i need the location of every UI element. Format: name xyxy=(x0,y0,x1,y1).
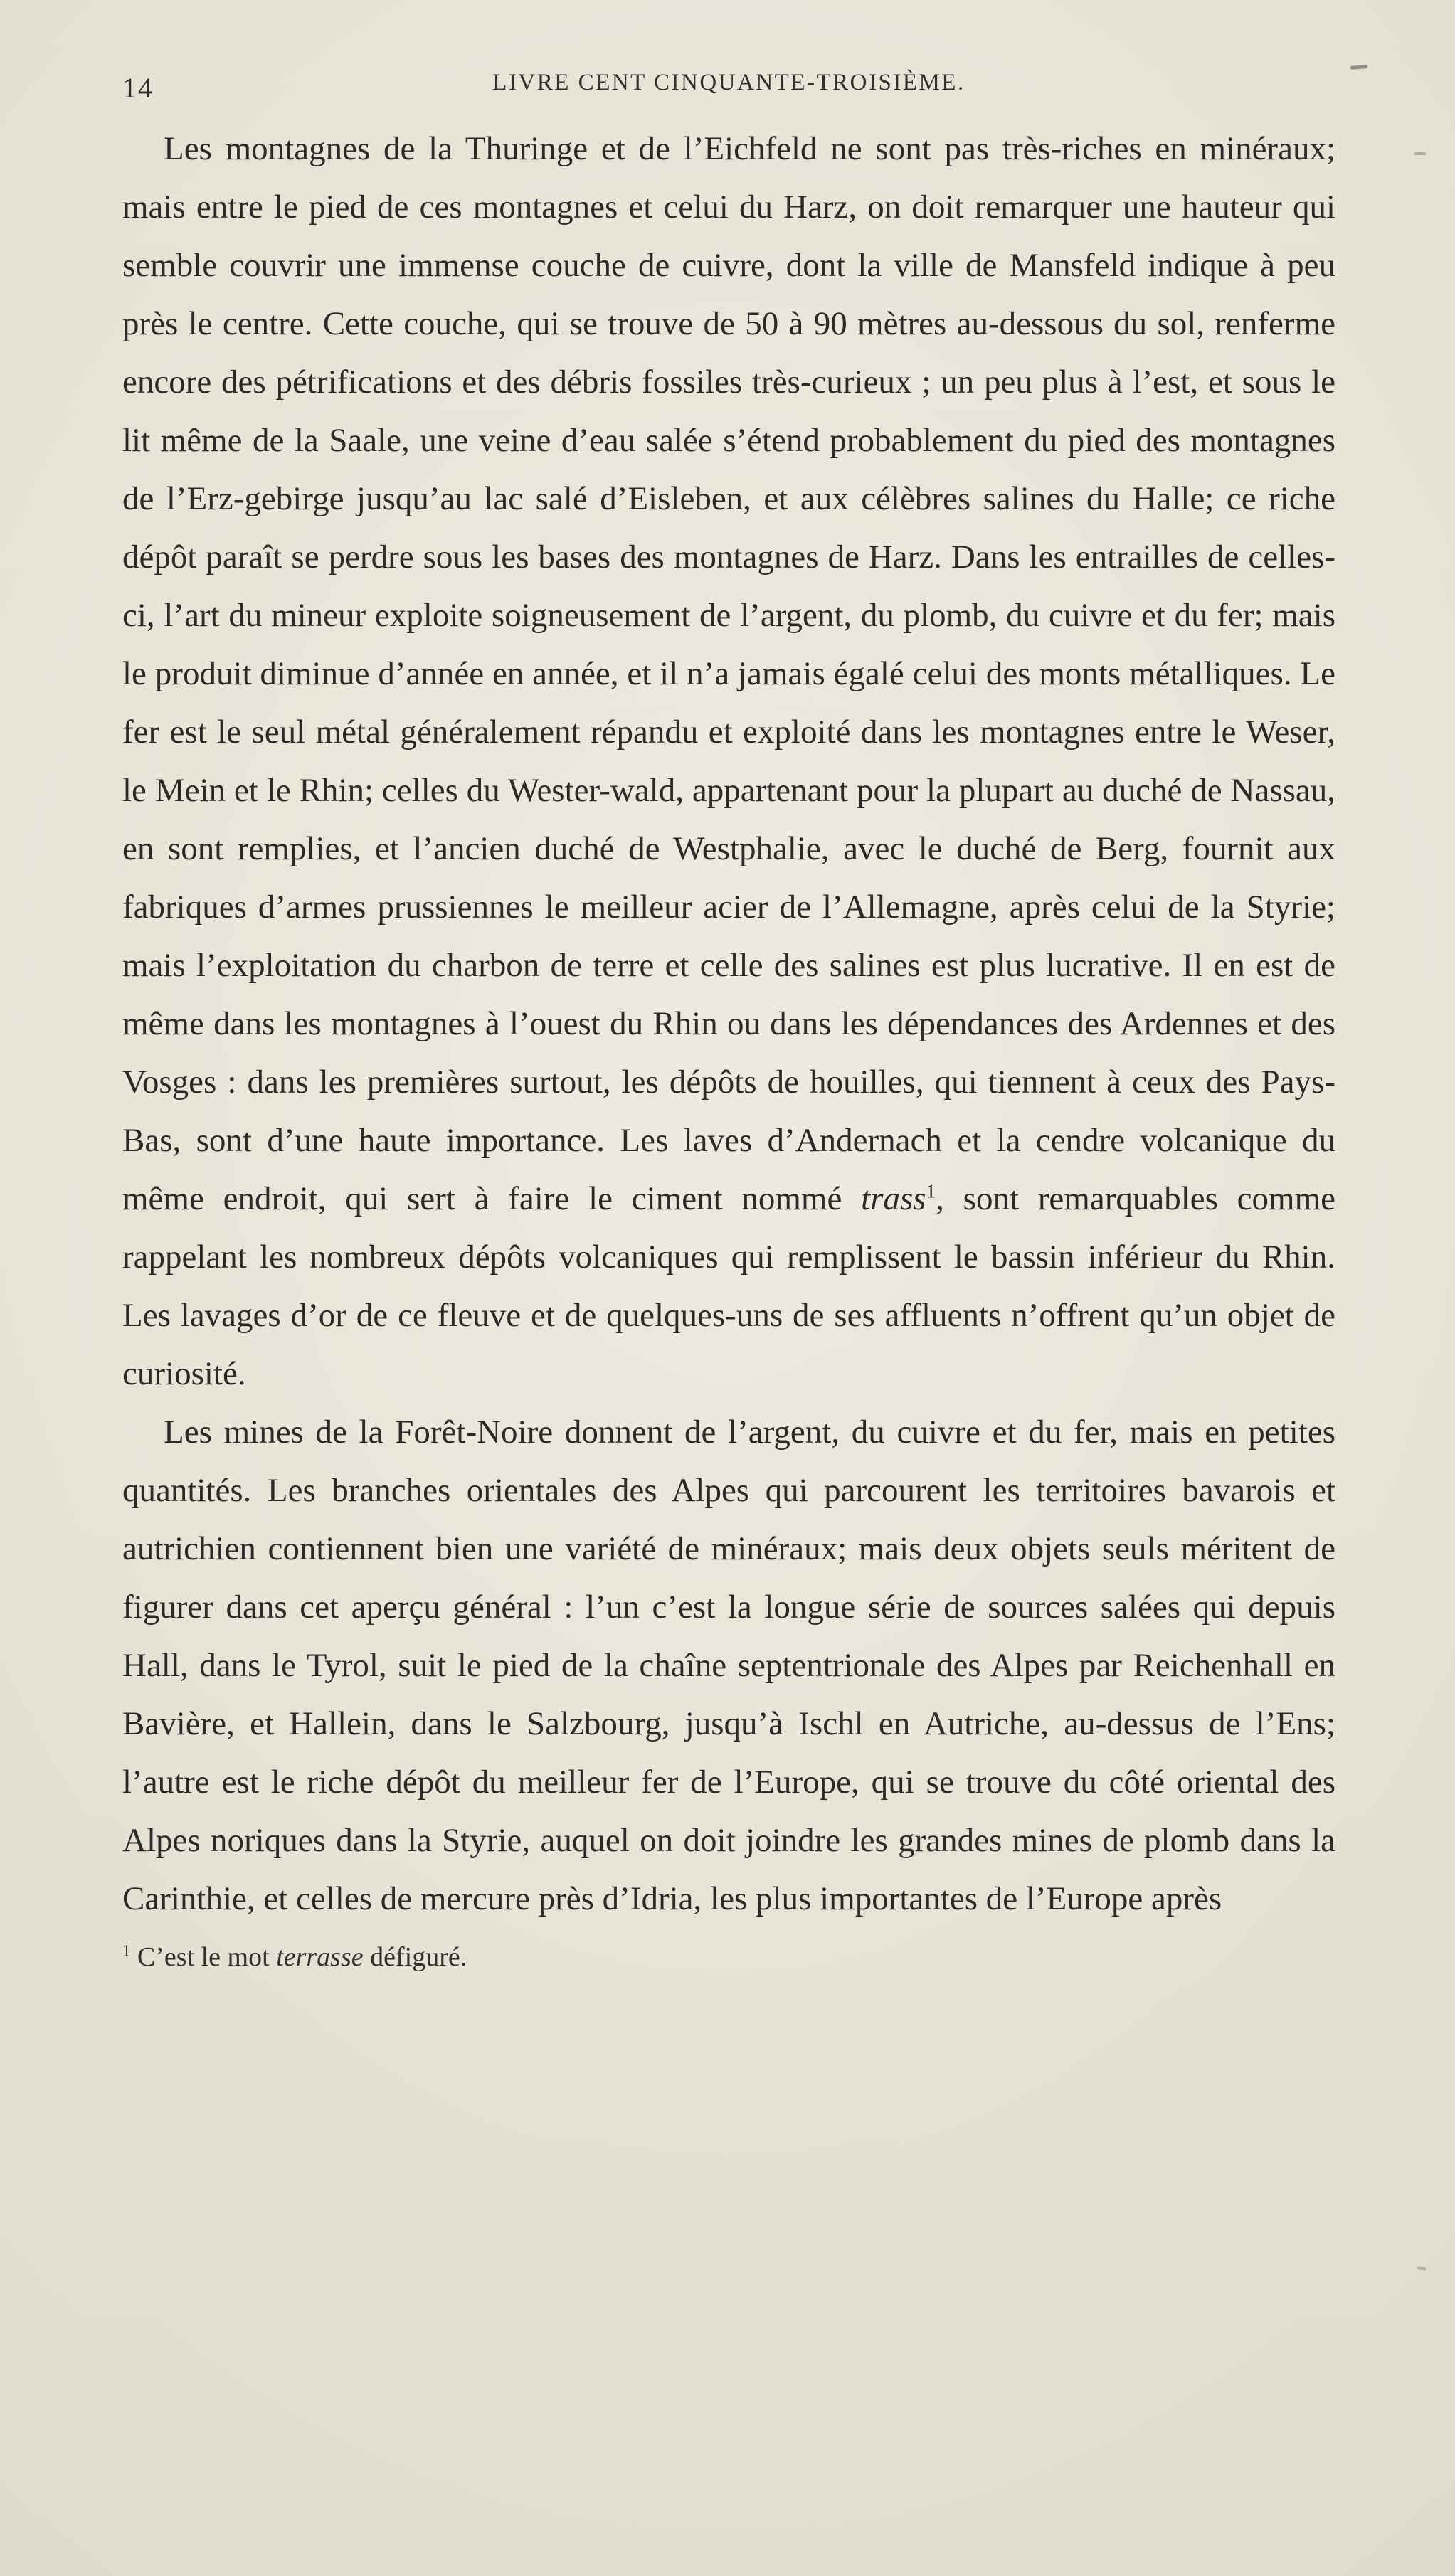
page-header-row xyxy=(122,70,1335,115)
scan-artifact xyxy=(1350,65,1367,70)
italic-text-segment: terrasse xyxy=(276,1942,364,1972)
text-segment: défiguré. xyxy=(363,1942,467,1972)
text-segment: C’est le mot xyxy=(130,1942,277,1972)
text-segment: Les mines de la Forêt-Noire donnent de l’argent, du cuivre et du fer, mais en petites quantités. Les branches orientales des Alpes qui parcourent les territoires bavarois et autrichien contiennent bien une variété de minéraux; mais deux objets seuls méritent de figurer dans cet aperçu général : l’un c’est la longue série de sources salées qui depuis Hall, dans le Tyrol, suit le pied de la chaîne septentrionale des Alpes par Reichenhall en Bavière, et Hallein, dans le Salzbourg, jusqu’à Ischl en Autriche, au-dessus de l’Ens; l’autre est le riche dépôt du meilleur fer de l’Europe, qui se trouve du côté oriental des Alpes noriques dans la Styrie, auquel on doit joindre les grandes mines de plomb dans la Carinthie, et celles de mercure près d’Idria, les plus importantes de l’Europe après xyxy=(122,1414,1335,1917)
text-segment: Les montagnes de la Thuringe et de l’Eichfeld ne sont pas très-riches en minéraux; mais entre le pied de ces montagnes et celui du Harz, on doit remarquer une hauteur qui semble couvrir une immense couche de cuivre, dont la ville de Mansfeld indique à peu près le centre. Cette couche, qui se trouve de 50 à 90 mètres au-dessous du sol, renferme encore des pétrifications et des débris fossiles très-curieux ; un peu plus à l’est, et sous le lit même de la Saale, une veine d’eau salée s’étend probablement du pied des montagnes de l’Erz-gebirge jusqu’au lac salé d’Eisleben, et aux célèbres salines du Halle; ce riche dépôt paraît se perdre sous les bases des montagnes de Harz. Dans les entrailles de celles-ci, l’art du mineur exploite soigneusement de l’argent, du plomb, du cuivre et du fer; mais le produit diminue d’année en année, et il n’a jamais égalé celui des monts métalliques. Le fer est le seul métal généralement répandu et exploité dans les montagnes entre le Weser, le Mein et le Rhin; celles du Wester-wald, appartenant pour la plupart au duché de Nassau, en sont remplies, et l’ancien duché de Westphalie, avec le duché de Berg, fournit aux fabriques d’armes prussiennes le meilleur acier de l’Allemagne, après celui de la Styrie; mais l’exploitation du charbon de terre et celle des salines est plus lucrative. Il en est de même dans les montagnes à l’ouest du Rhin ou dans les dépendances des Ardennes et des Vosges : dans les premières surtout, les dépôts de houilles, qui tiennent à ceux des Pays-Bas, sont d’une haute importance. Les laves d’Andernach et la cendre volcanique du même endroit, qui sert à faire le ciment nommé xyxy=(122,130,1335,1217)
text-segment: , sont remarquables comme rappelant les nombreux dépôts volcaniques qui remplissent le bassin inférieur du Rhin. Les lavages d’or de ce fleuve et de quelques-uns de ses affluents n’offrent qu’un objet de curiosité. xyxy=(122,1180,1336,1392)
footnote-ref: 1 xyxy=(122,1941,131,1960)
footnote xyxy=(122,1939,1335,1975)
paragraph xyxy=(122,120,1335,1403)
page-body xyxy=(122,120,1335,1928)
running-header: LIVRE CENT CINQUANTE-TROISIÈME. xyxy=(492,70,965,95)
paragraph xyxy=(122,1403,1335,1928)
page-number: 14 xyxy=(122,72,154,104)
footnote-ref: 1 xyxy=(926,1180,936,1202)
scan-artifact xyxy=(1414,152,1426,155)
italic-text-segment: trass xyxy=(861,1180,926,1217)
scan-artifact xyxy=(1417,2266,1427,2271)
